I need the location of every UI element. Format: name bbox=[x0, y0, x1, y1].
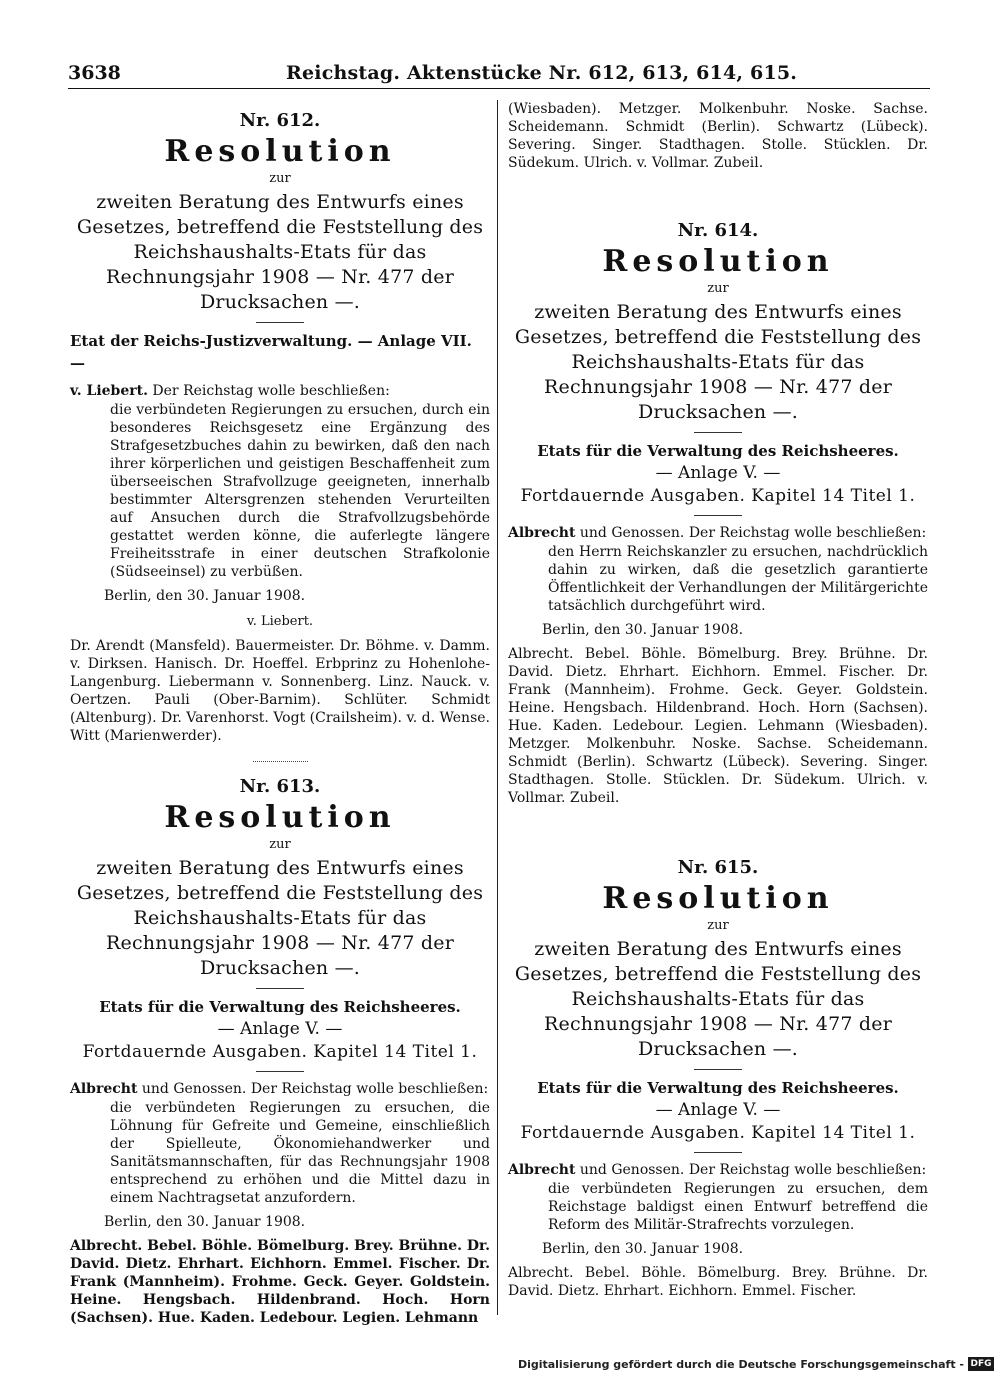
document-615 bbox=[508, 857, 928, 1300]
short-rule bbox=[694, 432, 742, 433]
mover: v. Liebert. bbox=[70, 383, 148, 399]
doc-title: Resolution bbox=[164, 134, 396, 169]
motion-intro: Der Reichstag wolle beschließen: bbox=[152, 383, 390, 399]
doc-zur: zur bbox=[707, 918, 729, 933]
annex: — Anlage V. — bbox=[217, 1019, 343, 1039]
annex: — Anlage V. — bbox=[655, 1100, 781, 1120]
signer: v. Liebert. bbox=[246, 614, 314, 629]
continuing-expenses: Fortdauernde Ausgaben. Kapitel 14 Titel 1. bbox=[520, 486, 916, 506]
right-column bbox=[508, 100, 928, 1300]
motion-block bbox=[508, 1161, 928, 1234]
section-separator bbox=[691, 823, 746, 843]
motion-text: die verbündeten Regierungen zu ersuchen, durch ein besonderes Reichsgesetz eine Ergänzung des Strafgesetzbuches dahin zu bewirken, daß den nach ihrer körperlichen und geistigen Beschaffenheit zum überseeischen Strafvollzuge geeigneten, innerhalb bestimmter Altersgrenzen stehenden Verurteilten auf Ansuchen durch die Strafvollzugsbehörde gestattet werden könne, die auferlegte längere Freiheitsstrafe in einer deutschen Strafkolonie (Südseeinsel) zu verbüßen. bbox=[110, 402, 490, 580]
page-header bbox=[68, 58, 930, 89]
place-date: Berlin, den 30. Januar 1908. bbox=[104, 588, 306, 604]
short-rule bbox=[694, 1152, 742, 1153]
place-date: Berlin, den 30. Januar 1908. bbox=[542, 1241, 744, 1257]
budget-heading: Etats für die Verwaltung des Reichsheeres. bbox=[99, 998, 461, 1016]
short-rule bbox=[256, 988, 304, 989]
doc-title: Resolution bbox=[164, 800, 396, 835]
mover: Albrecht bbox=[70, 1081, 138, 1097]
budget-title: Etat der Reichs-Justizverwaltung. — Anlage VII. — bbox=[70, 332, 472, 372]
budget-heading bbox=[70, 330, 490, 374]
continuing-expenses: Fortdauernde Ausgaben. Kapitel 14 Titel 1. bbox=[82, 1042, 478, 1062]
doc-zur: zur bbox=[269, 171, 291, 186]
doc-title: Resolution bbox=[602, 881, 834, 916]
doc-subject: zweiten Beratung des Entwurfs eines Gesetzes, betreffend die Feststellung des Reichshaushalts-Etats für das Rechnungsjahr 1908 — Nr. 477 der Drucksachen —. bbox=[514, 301, 922, 423]
motion-text: die verbündeten Regierungen zu ersuchen, dem Reichstage baldigst einen Entwurf betreffend die Reform des Militär-Strafrechts vorzulegen. bbox=[548, 1181, 928, 1233]
doc-subject: zweiten Beratung des Entwurfs eines Gesetzes, betreffend die Feststellung des Reichshaushalts-Etats für das Rechnungsjahr 1908 — Nr. 477 der Drucksachen —. bbox=[514, 938, 922, 1060]
annex: — Anlage V. — bbox=[655, 463, 781, 483]
running-title: Reichstag. Aktenstücke Nr. 612, 613, 614, 615. bbox=[286, 62, 798, 84]
signatories: Dr. Arendt (Mansfeld). Bauermeister. Dr. Böhme. v. Damm. v. Dirksen. Hanisch. Dr. Hoeffel. Erbprinz zu Hohenlohe-Langenburg. Liebermann v. Sonnenberg. Linz. Nauck. v. Oertzen. Pauli (Ober-Barnim). Schlüter. Schmidt (Altenburg). Dr. Varenhorst. Vogt (Crailsheim). v. d. Wense. Witt (Marienwerder). bbox=[70, 638, 490, 744]
place-date: Berlin, den 30. Januar 1908. bbox=[542, 622, 744, 638]
section-separator bbox=[691, 188, 746, 206]
short-rule bbox=[694, 1069, 742, 1070]
signatories: Albrecht. Bebel. Böhle. Bömelburg. Brey. Brühne. Dr. David. Dietz. Ehrhart. Eichhorn. Emmel. Fischer. bbox=[508, 1265, 928, 1299]
document-612 bbox=[70, 110, 490, 745]
mover: Albrecht bbox=[508, 525, 576, 541]
page-number: 3638 bbox=[68, 62, 121, 84]
doc-zur: zur bbox=[269, 837, 291, 852]
motion-block bbox=[70, 382, 490, 581]
mover: Albrecht bbox=[508, 1162, 576, 1178]
motion-text: die verbündeten Regierungen zu ersuchen, die Löhnung für Gefreite und Gemeine, einschließlich der Spielleute, Ökonomiehandwerker und Sanitätsmannschaften, für das Rechnungsjahr 1908 entsprechend zu erhöhen und die Mittel dazu in einem Nachtragsetat anzufordern. bbox=[110, 1100, 490, 1206]
signatories-continuation: (Wiesbaden). Metzger. Molkenbuhr. Noske. Sachse. Scheidemann. Schmidt (Berlin). Schwartz (Lübeck). Severing. Singer. Stadthagen. Stolle. Stücklen. Dr. Südekum. Ulrich. v. Vollmar. Zubeil. bbox=[508, 101, 928, 171]
motion-text: den Herrn Reichskanzler zu ersuchen, nachdrücklich dahin zu wirken, daß die gesetzlich garantierte Öffentlichkeit der Verhandlungen der Militärgerichte tatsächlich durchgeführt wird. bbox=[548, 544, 928, 614]
motion-block bbox=[508, 524, 928, 615]
doc-subject: zweiten Beratung des Entwurfs eines Gesetzes, betreffend die Feststellung des Reichshaushalts-Etats für das Rechnungsjahr 1908 — Nr. 477 der Drucksachen —. bbox=[76, 857, 484, 979]
continuing-expenses: Fortdauernde Ausgaben. Kapitel 14 Titel 1. bbox=[520, 1123, 916, 1143]
doc-title: Resolution bbox=[602, 244, 834, 279]
short-rule bbox=[694, 515, 742, 516]
document-614 bbox=[508, 220, 928, 807]
short-rule bbox=[256, 322, 304, 323]
signatories: Albrecht. Bebel. Böhle. Bömelburg. Brey. Brühne. Dr. David. Dietz. Ehrhart. Eichhorn. Emmel. Fischer. Dr. Frank (Mannheim). Frohme. Geck. Geyer. Goldstein. Heine. Hengsbach. Hildenbrand. Hoch. Horn (Sachsen). Hue. Kaden. Ledebour. Legien. Lehmann bbox=[70, 1238, 490, 1326]
left-column bbox=[70, 100, 490, 1327]
column-divider bbox=[497, 100, 498, 1315]
dfg-logo-icon: DFG bbox=[968, 1357, 994, 1371]
motion-intro: und Genossen. Der Reichstag wolle beschließen: bbox=[579, 1162, 927, 1178]
document-613 bbox=[70, 776, 490, 1327]
budget-heading: Etats für die Verwaltung des Reichsheeres. bbox=[537, 442, 899, 460]
motion-intro: und Genossen. Der Reichstag wolle beschließen: bbox=[579, 525, 927, 541]
doc-number: Nr. 612. bbox=[239, 110, 321, 131]
doc-number: Nr. 615. bbox=[677, 857, 759, 878]
place-date: Berlin, den 30. Januar 1908. bbox=[104, 1214, 306, 1230]
motion-intro: und Genossen. Der Reichstag wolle beschließen: bbox=[141, 1081, 489, 1097]
doc-subject: zweiten Beratung des Entwurfs eines Gesetzes, betreffend die Feststellung des Reichshaushalts-Etats für das Rechnungsjahr 1908 — Nr. 477 der Drucksachen —. bbox=[76, 191, 484, 313]
digitization-footer bbox=[518, 1355, 994, 1373]
doc-number: Nr. 614. bbox=[677, 220, 759, 241]
footer-text: Digitalisierung gefördert durch die Deutsche Forschungsgemeinschaft - bbox=[517, 1357, 964, 1371]
motion-block bbox=[70, 1080, 490, 1207]
doc-number: Nr. 613. bbox=[239, 776, 321, 797]
doc-zur: zur bbox=[707, 281, 729, 296]
section-separator bbox=[253, 761, 308, 762]
budget-heading: Etats für die Verwaltung des Reichsheeres. bbox=[537, 1079, 899, 1097]
short-rule bbox=[256, 1071, 304, 1072]
signatories: Albrecht. Bebel. Böhle. Bömelburg. Brey. Brühne. Dr. David. Dietz. Ehrhart. Eichhorn. Emmel. Fischer. Dr. Frank (Mannheim). Frohme. Geck. Geyer. Goldstein. Heine. Hengsbach. Hildenbrand. Hoch. Horn (Sachsen). Hue. Kaden. Ledebour. Legien. Lehmann (Wiesbaden). Metzger. Molkenbuhr. Noske. Sachse. Scheidemann. Schmidt (Berlin). Schwartz (Lübeck). Severing. Singer. Stadthagen. Stolle. Stücklen. Dr. Südekum. Ulrich. v. Vollmar. Zubeil. bbox=[508, 646, 928, 806]
